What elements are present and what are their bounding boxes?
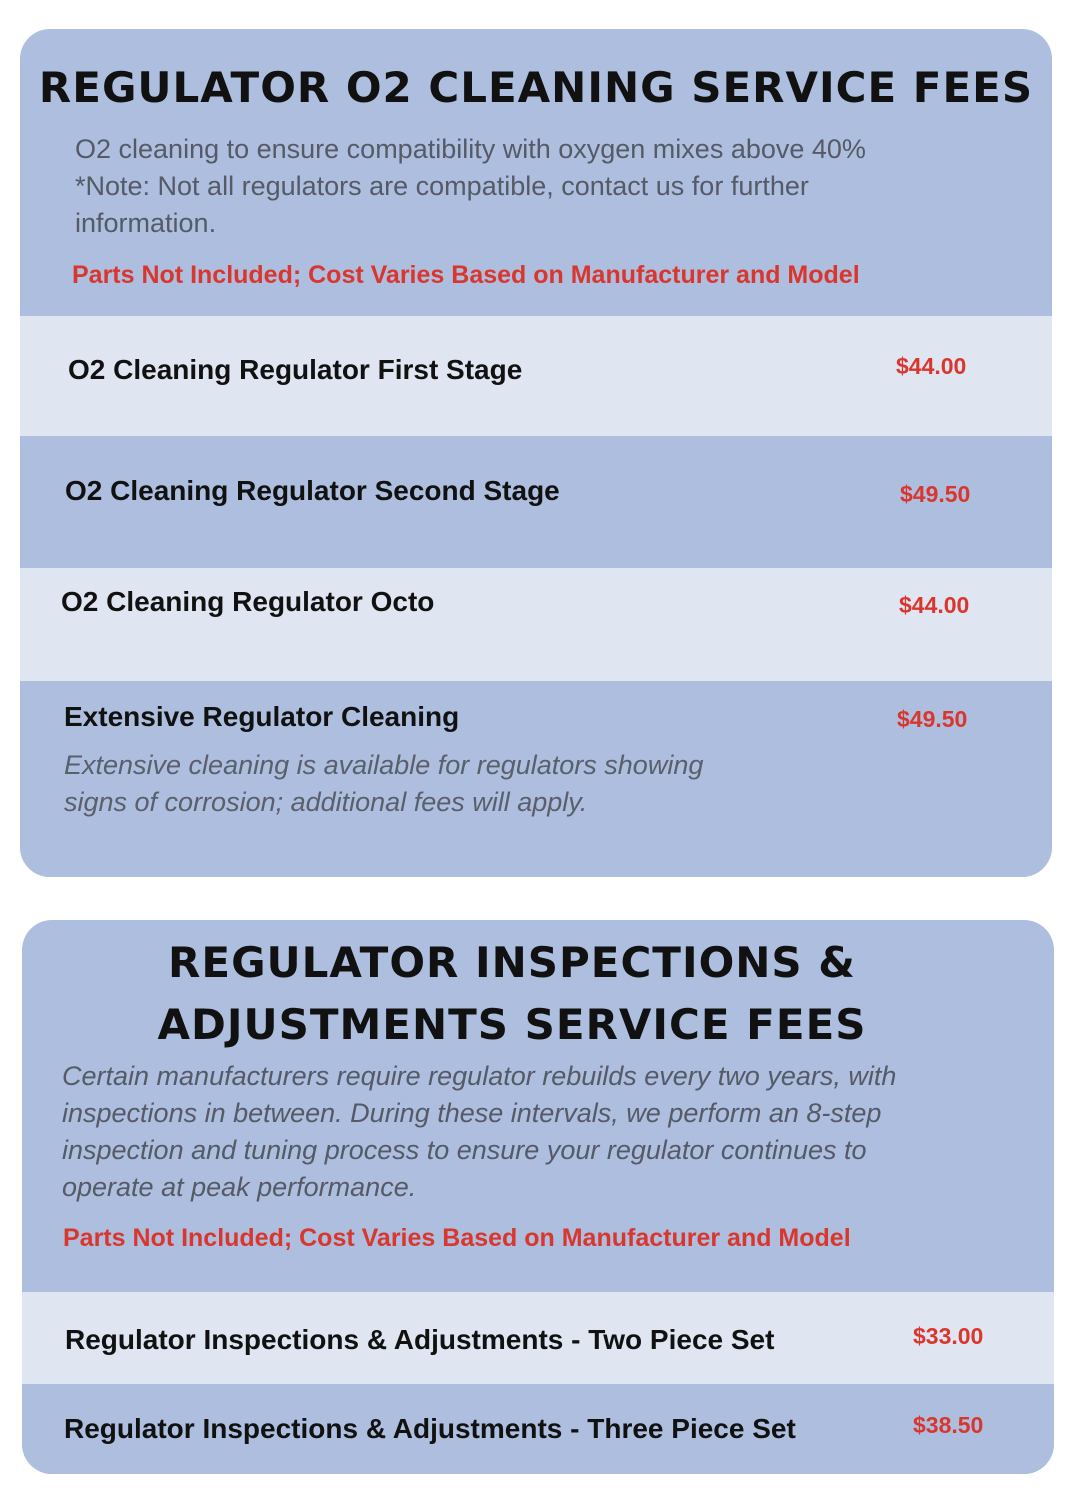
parts-not-included-note: Parts Not Included; Cost Varies Based on Manufacturer and Model xyxy=(72,261,860,289)
service-price: $33.00 xyxy=(913,1323,984,1349)
description-line: Certain manufacturers require regulator rebuilds every two years, with xyxy=(62,1061,897,1091)
service-name: Regulator Inspections & Adjustments - Three Piece Set xyxy=(64,1413,796,1444)
service-name: Extensive Regulator Cleaning xyxy=(64,701,460,732)
price-row xyxy=(20,568,1052,681)
price-row xyxy=(20,436,1052,568)
service-name: O2 Cleaning Regulator First Stage xyxy=(68,354,523,385)
description-line: O2 cleaning to ensure compatibility with oxygen mixes above 40% xyxy=(75,134,866,164)
note-line: signs of corrosion; additional fees will apply. xyxy=(64,787,588,817)
service-price: $49.50 xyxy=(900,481,971,507)
o2-cleaning-card xyxy=(20,29,1052,877)
description-line: *Note: Not all regulators are compatible, contact us for further xyxy=(75,171,809,201)
service-price: $49.50 xyxy=(897,706,968,732)
service-price: $44.00 xyxy=(896,353,967,379)
o2-cleaning-title: REGULATOR O2 CLEANING SERVICE FEES xyxy=(38,63,1034,112)
inspections-card xyxy=(22,920,1054,1474)
description-line: operate at peak performance. xyxy=(62,1172,417,1202)
title-line: REGULATOR INSPECTIONS & xyxy=(168,938,856,987)
description-line: inspection and tuning process to ensure your regulator continues to xyxy=(62,1135,867,1165)
description-line: inspections in between. During these intervals, we perform an 8-step xyxy=(62,1098,882,1128)
price-row xyxy=(20,681,1052,877)
note-line: Extensive cleaning is available for regulators showing xyxy=(64,750,704,780)
service-note xyxy=(64,747,864,821)
price-row xyxy=(22,1292,1054,1384)
inspections-title xyxy=(22,932,1002,1056)
service-price: $44.00 xyxy=(899,592,970,618)
o2-cleaning-description xyxy=(75,131,975,242)
inspections-description xyxy=(62,1058,1022,1206)
service-price: $38.50 xyxy=(913,1412,984,1438)
parts-not-included-note: Parts Not Included; Cost Varies Based on Manufacturer and Model xyxy=(63,1224,851,1252)
description-line: information. xyxy=(75,208,217,238)
price-row xyxy=(20,316,1052,436)
title-line: ADJUSTMENTS SERVICE FEES xyxy=(157,1000,867,1049)
service-name: Regulator Inspections & Adjustments - Two Piece Set xyxy=(65,1324,775,1355)
service-name: O2 Cleaning Regulator Second Stage xyxy=(65,475,560,506)
price-row xyxy=(22,1384,1054,1474)
service-name: O2 Cleaning Regulator Octo xyxy=(61,586,435,617)
